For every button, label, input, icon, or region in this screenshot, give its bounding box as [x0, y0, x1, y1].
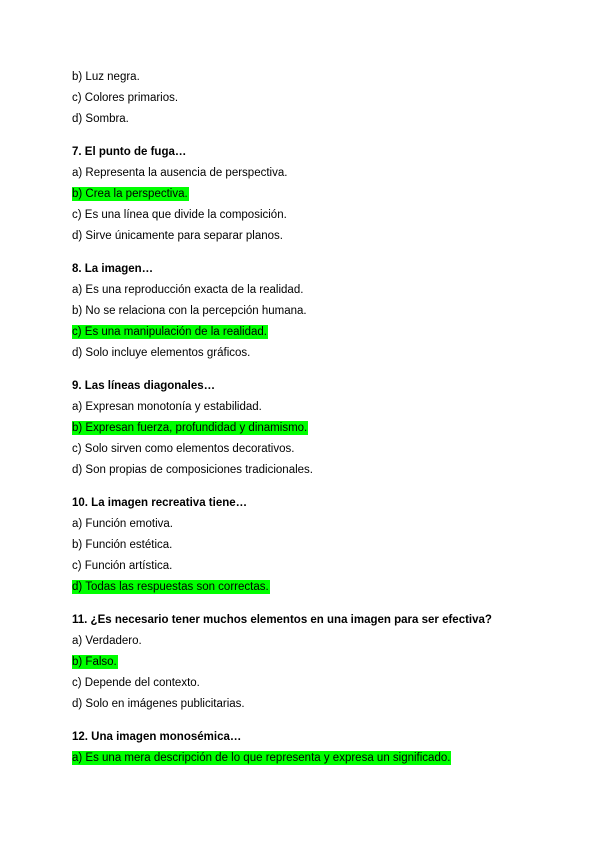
option-8d: d) Solo incluye elementos gráficos. [72, 347, 251, 359]
option-11d: d) Solo en imágenes publicitarias. [72, 698, 245, 710]
question-7 [72, 142, 542, 247]
question-8-title: 8. La imagen… [72, 263, 154, 275]
option-10c: c) Función artística. [72, 560, 173, 572]
option-11b-correct: b) Falso. [72, 656, 117, 668]
option-9a: a) Expresan monotonía y estabilidad. [72, 401, 262, 413]
question-10 [72, 493, 542, 598]
question-8 [72, 259, 542, 364]
option-6d: d) Sombra. [72, 113, 129, 125]
question-11 [72, 610, 542, 715]
option-8a: a) Es una reproducción exacta de la realidad. [72, 284, 304, 296]
option-9c: c) Solo sirven como elementos decorativos. [72, 443, 295, 455]
option-9b-correct: b) Expresan fuerza, profundidad y dinamismo. [72, 422, 308, 434]
option-7c: c) Es una línea que divide la composición. [72, 209, 287, 221]
question-6-continuation [72, 67, 542, 130]
option-7a: a) Representa la ausencia de perspectiva. [72, 167, 288, 179]
question-10-title: 10. La imagen recreativa tiene… [72, 497, 248, 509]
option-6b: b) Luz negra. [72, 71, 140, 83]
document-page [72, 67, 542, 769]
option-8c-correct: c) Es una manipulación de la realidad. [72, 326, 267, 338]
question-11-title: 11. ¿Es necesario tener muchos elementos en una imagen para ser efectiva? [72, 614, 492, 626]
question-7-title: 7. El punto de fuga… [72, 146, 187, 158]
option-12a-correct: a) Es una mera descripción de lo que representa y expresa un significado. [72, 752, 451, 764]
option-9d: d) Son propias de composiciones tradicionales. [72, 464, 313, 476]
question-9 [72, 376, 542, 481]
option-11c: c) Depende del contexto. [72, 677, 200, 689]
option-6c: c) Colores primarios. [72, 92, 179, 104]
question-12-title: 12. Una imagen monosémica… [72, 731, 242, 743]
option-10b: b) Función estética. [72, 539, 173, 551]
question-12 [72, 727, 542, 769]
question-9-title: 9. Las líneas diagonales… [72, 380, 216, 392]
option-10a: a) Función emotiva. [72, 518, 173, 530]
option-7b-correct: b) Crea la perspectiva. [72, 188, 188, 200]
option-11a: a) Verdadero. [72, 635, 142, 647]
option-10d-correct: d) Todas las respuestas son correctas. [72, 581, 269, 593]
option-8b: b) No se relaciona con la percepción humana. [72, 305, 307, 317]
option-7d: d) Sirve únicamente para separar planos. [72, 230, 283, 242]
